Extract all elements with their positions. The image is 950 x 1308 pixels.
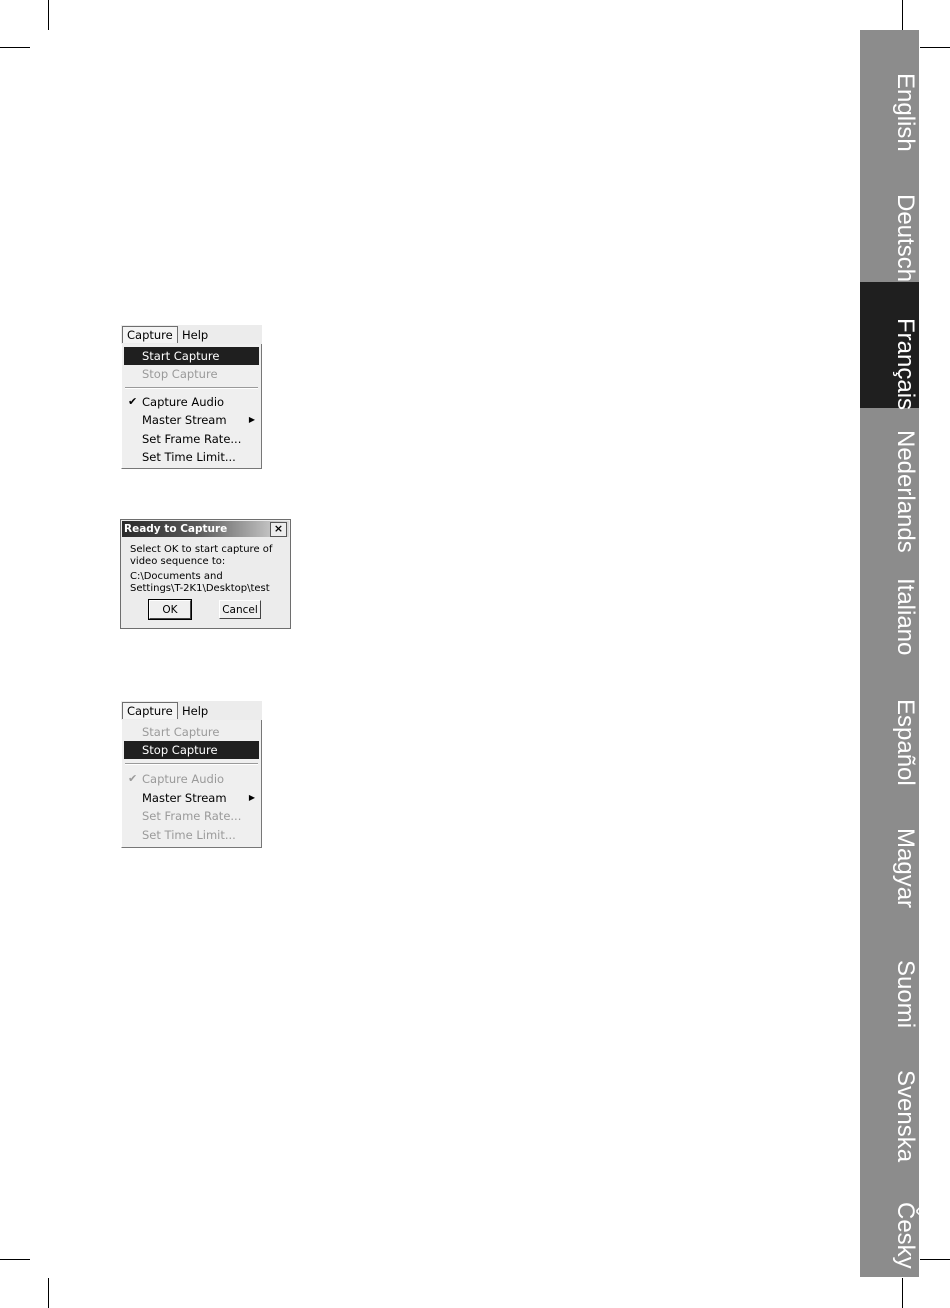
menu-capture[interactable]: Capture [122,326,178,343]
menu-help[interactable]: Help [182,704,209,718]
capture-menu-screenshot-start [121,325,262,469]
language-tab-espanol[interactable]: Español [892,698,919,786]
dialog-message-line: Select OK to start capture of [130,544,273,555]
crop-mark [902,1278,903,1308]
stop-capture-item[interactable]: Stop Capture [124,741,259,759]
language-tab-francais[interactable]: Français [860,282,919,408]
checkmark-icon: ✔ [128,772,138,785]
capture-audio-item[interactable]: ✔ Capture Audio [128,395,225,409]
capture-menu-screenshot-stop [121,701,262,848]
dialog-path-line: Settings\T-2K1\Desktop\test [130,583,270,594]
set-time-limit-item[interactable]: Set Time Limit... [142,450,236,464]
language-tab-magyar[interactable]: Magyar [892,827,919,909]
master-stream-item[interactable]: Master Stream ▶ [142,791,255,805]
capture-audio-item: ✔ Capture Audio [128,772,225,786]
menu-bar [121,701,262,720]
crop-mark [0,47,30,48]
stop-capture-item: Stop Capture [142,367,218,381]
capture-dropdown [121,344,262,469]
language-tab-suomi[interactable]: Suomi [892,959,919,1029]
language-tab-strip [860,30,919,1277]
menu-help[interactable]: Help [182,328,209,342]
language-tab-svenska[interactable]: Svenska [892,1069,919,1163]
crop-mark [48,0,49,30]
start-capture-item[interactable]: Start Capture [124,347,259,365]
crop-mark [920,47,950,48]
dialog-title: Ready to Capture [124,523,228,535]
menu-capture[interactable]: Capture [122,702,178,719]
dialog-message-line: video sequence to: [130,556,226,567]
crop-mark [920,1259,950,1260]
dialog-title-bar [122,521,289,537]
language-tab-cesky[interactable]: Česky [892,1202,919,1269]
ready-to-capture-dialog [120,519,291,629]
crop-mark [0,1259,30,1260]
master-stream-item[interactable]: Master Stream ▶ [142,413,255,427]
language-tab-nederlands[interactable]: Nederlands [892,429,919,553]
menu-bar [121,325,262,344]
capture-dropdown [121,720,262,848]
start-capture-item: Start Capture [142,725,220,739]
set-time-limit-item: Set Time Limit... [142,828,236,842]
language-tab-italiano[interactable]: Italiano [892,578,919,656]
ok-button[interactable]: OK [149,600,191,619]
dialog-path-line: C:\Documents and [130,571,223,582]
set-frame-rate-item: Set Frame Rate... [142,809,242,823]
cancel-button[interactable]: Cancel [219,600,261,619]
language-tab-deutsch[interactable]: Deutsch [892,193,919,283]
menu-separator [125,387,258,389]
close-icon[interactable]: × [270,522,287,537]
crop-mark [48,1278,49,1308]
menu-separator [125,763,258,765]
submenu-arrow-icon: ▶ [248,793,255,802]
set-frame-rate-item[interactable]: Set Frame Rate... [142,432,242,446]
submenu-arrow-icon: ▶ [248,415,255,424]
language-tab-english[interactable]: English [892,72,919,152]
crop-mark [902,0,903,30]
checkmark-icon: ✔ [128,395,138,408]
